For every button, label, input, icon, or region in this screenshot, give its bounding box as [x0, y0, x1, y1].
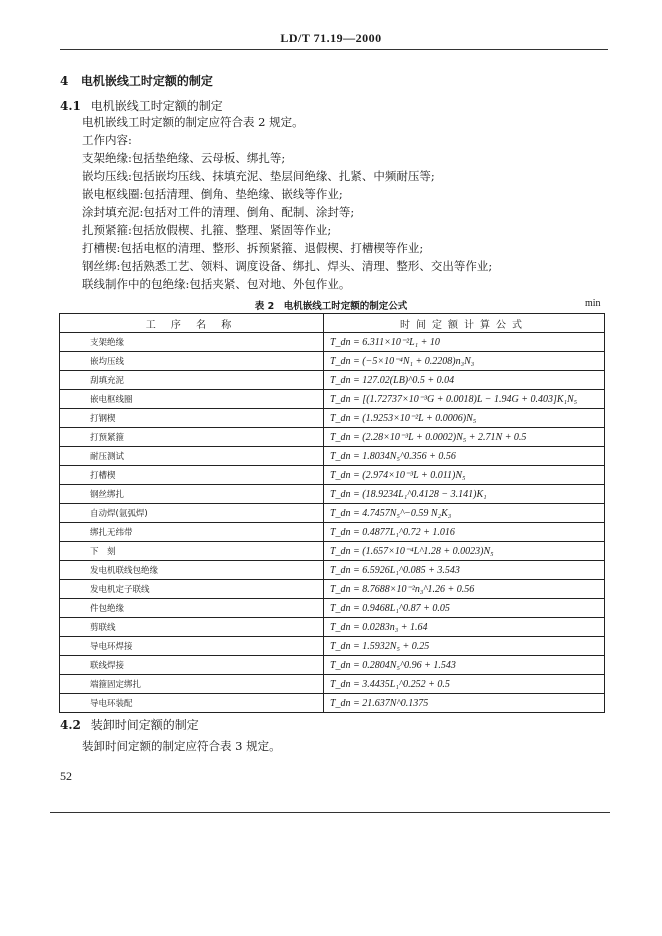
- table-row: [60, 694, 605, 713]
- formula-cell: T_dn = 0.2804N₅^0.96 + 1.543: [324, 656, 605, 675]
- process-name-cell: 件包绝缘: [60, 599, 324, 618]
- formula-cell: T_dn = 0.4877L₁^0.72 + 1.016: [324, 523, 605, 542]
- process-name-cell: 剪联线: [60, 618, 324, 637]
- table-row: [60, 618, 605, 637]
- section-4-1-body: [82, 113, 492, 293]
- column-header-formula: 时间定额计算公式: [324, 314, 605, 333]
- table-row: [60, 542, 605, 561]
- formula-cell: T_dn = 0.0283n₃ + 1.64: [324, 618, 605, 637]
- document-header: LD/T 71.19—2000: [280, 31, 382, 45]
- table-row: [60, 599, 605, 618]
- table-row: [60, 504, 605, 523]
- formula-cell: T_dn = (18.9234L₁^0.4128 − 3.141)K₁: [324, 485, 605, 504]
- process-name-cell: 导电环装配: [60, 694, 324, 713]
- table-2-unit: min: [585, 298, 601, 309]
- formula-cell: T_dn = 21.637N^0.1375: [324, 694, 605, 713]
- process-name-cell: 打钢楔: [60, 409, 324, 428]
- section-4-1-heading: [60, 97, 223, 114]
- table-row: [60, 523, 605, 542]
- process-name-cell: 支架绝缘: [60, 333, 324, 352]
- process-name-cell: 嵌电枢线圈: [60, 390, 324, 409]
- formula-cell: T_dn = (1.657×10⁻⁴L^1.28 + 0.0023)N₅: [324, 542, 605, 561]
- body-line: 电机嵌线工时定额的制定应符合表 2 规定。: [82, 115, 304, 129]
- formula-cell: T_dn = [(1.72737×10⁻³G + 0.0018)L − 1.94G + 0.403]K₁N₅: [324, 390, 605, 409]
- formula-cell: T_dn = (2.28×10⁻³L + 0.0002)N₅ + 2.71N + 0.5: [324, 428, 605, 447]
- process-name-cell: 导电环焊接: [60, 637, 324, 656]
- formula-cell: T_dn = 127.02(LB)^0.5 + 0.04: [324, 371, 605, 390]
- table-row: [60, 447, 605, 466]
- formula-cell: T_dn = 4.7457N₅^−0.59 N₂K₃: [324, 504, 605, 523]
- formula-cell: T_dn = 6.5926L₁^0.085 + 3.543: [324, 561, 605, 580]
- table-row: [60, 637, 605, 656]
- table-row: [60, 333, 605, 352]
- table-row: [60, 561, 605, 580]
- process-name-cell: 打槽楔: [60, 466, 324, 485]
- process-name-cell: 嵌均压线: [60, 352, 324, 371]
- process-name-cell: 绑扎无纬带: [60, 523, 324, 542]
- section-4-2-body: 装卸时间定额的制定应符合表 3 规定。: [82, 739, 281, 753]
- process-name-cell: 联线焊接: [60, 656, 324, 675]
- section-4-heading: [60, 72, 213, 89]
- process-name-cell: 打预紧箍: [60, 428, 324, 447]
- formula-cell: T_dn = (2.974×10⁻³L + 0.011)N₅: [324, 466, 605, 485]
- table-2-body: [60, 333, 605, 713]
- body-line: 打槽楔:包括电枢的清理、整形、拆预紧箍、退假楔、打槽楔等作业;: [82, 241, 424, 255]
- body-line: 嵌电枢线圈:包括清理、倒角、垫绝缘、嵌线等作业;: [82, 187, 343, 201]
- table-2: [59, 313, 605, 713]
- formula-cell: T_dn = (1.9253×10⁻²L + 0.0006)N₅: [324, 409, 605, 428]
- process-name-cell: 自动焊(氩弧焊): [60, 504, 324, 523]
- body-line: 扎预紧箍:包括放假楔、扎箍、整理、紧固等作业;: [82, 223, 332, 237]
- process-name-cell: 刮填充泥: [60, 371, 324, 390]
- formula-cell: T_dn = 6.311×10⁻²L₁ + 10: [324, 333, 605, 352]
- body-line: 支架绝缘:包括垫绝缘、云母板、绑扎等;: [82, 151, 286, 165]
- section-4-1-number: 4.1: [60, 99, 81, 113]
- section-4-number: 4: [60, 74, 69, 88]
- table-row: [60, 371, 605, 390]
- section-4-1-title: 电机嵌线工时定额的制定: [90, 99, 223, 113]
- formula-cell: T_dn = 1.5932N₅ + 0.25: [324, 637, 605, 656]
- process-name-cell: 下 刻: [60, 542, 324, 561]
- body-line: 工作内容:: [82, 133, 132, 147]
- table-row: [60, 675, 605, 694]
- formula-cell: T_dn = 3.4435L₁^0.252 + 0.5: [324, 675, 605, 694]
- table-row: [60, 409, 605, 428]
- formula-cell: T_dn = 8.7688×10⁻²n₃^1.26 + 0.56: [324, 580, 605, 599]
- body-line: 涂封填充泥:包括对工件的清理、倒角、配制、涂封等;: [82, 205, 355, 219]
- formula-cell: T_dn = (−5×10⁻⁴N₁ + 0.2208)n₃N₃: [324, 352, 605, 371]
- formula-cell: T_dn = 1.8034N₅^0.356 + 0.56: [324, 447, 605, 466]
- body-line: 联线制作中的包绝缘:包括夹紧、包对地、外包作业。: [82, 277, 351, 291]
- process-name-cell: 端箍固定绑扎: [60, 675, 324, 694]
- table-row: [60, 390, 605, 409]
- column-header-process: 工 序 名 称: [60, 314, 324, 333]
- body-line: 嵌均压线:包括嵌均压线、抹填充泥、垫层间绝缘、扎紧、中频耐压等;: [82, 169, 435, 183]
- section-4-2-heading: [60, 716, 199, 733]
- table-row: [60, 428, 605, 447]
- header-rule: [60, 49, 608, 50]
- table-row: [60, 580, 605, 599]
- process-name-cell: 钢丝绑扎: [60, 485, 324, 504]
- table-row: [60, 352, 605, 371]
- table-row: [60, 656, 605, 675]
- section-4-2-number: 4.2: [60, 718, 81, 732]
- table-row: [60, 485, 605, 504]
- section-4-title: 电机嵌线工时定额的制定: [80, 74, 213, 88]
- process-name-cell: 发电机定子联线: [60, 580, 324, 599]
- table-2-caption: 表 2 电机嵌线工时定额的制定公式: [254, 301, 408, 312]
- process-name-cell: 发电机联线包绝缘: [60, 561, 324, 580]
- process-name-cell: 耐压测试: [60, 447, 324, 466]
- footer-rule: [50, 812, 610, 813]
- body-line: 钢丝绑:包括熟悉工艺、领料、调度设备、绑扎、焊头、清理、整形、交出等作业;: [82, 259, 493, 273]
- page-number: 52: [60, 769, 72, 783]
- section-4-2-title: 装卸时间定额的制定: [90, 718, 199, 732]
- formula-cell: T_dn = 0.9468L₁^0.87 + 0.05: [324, 599, 605, 618]
- table-row: [60, 466, 605, 485]
